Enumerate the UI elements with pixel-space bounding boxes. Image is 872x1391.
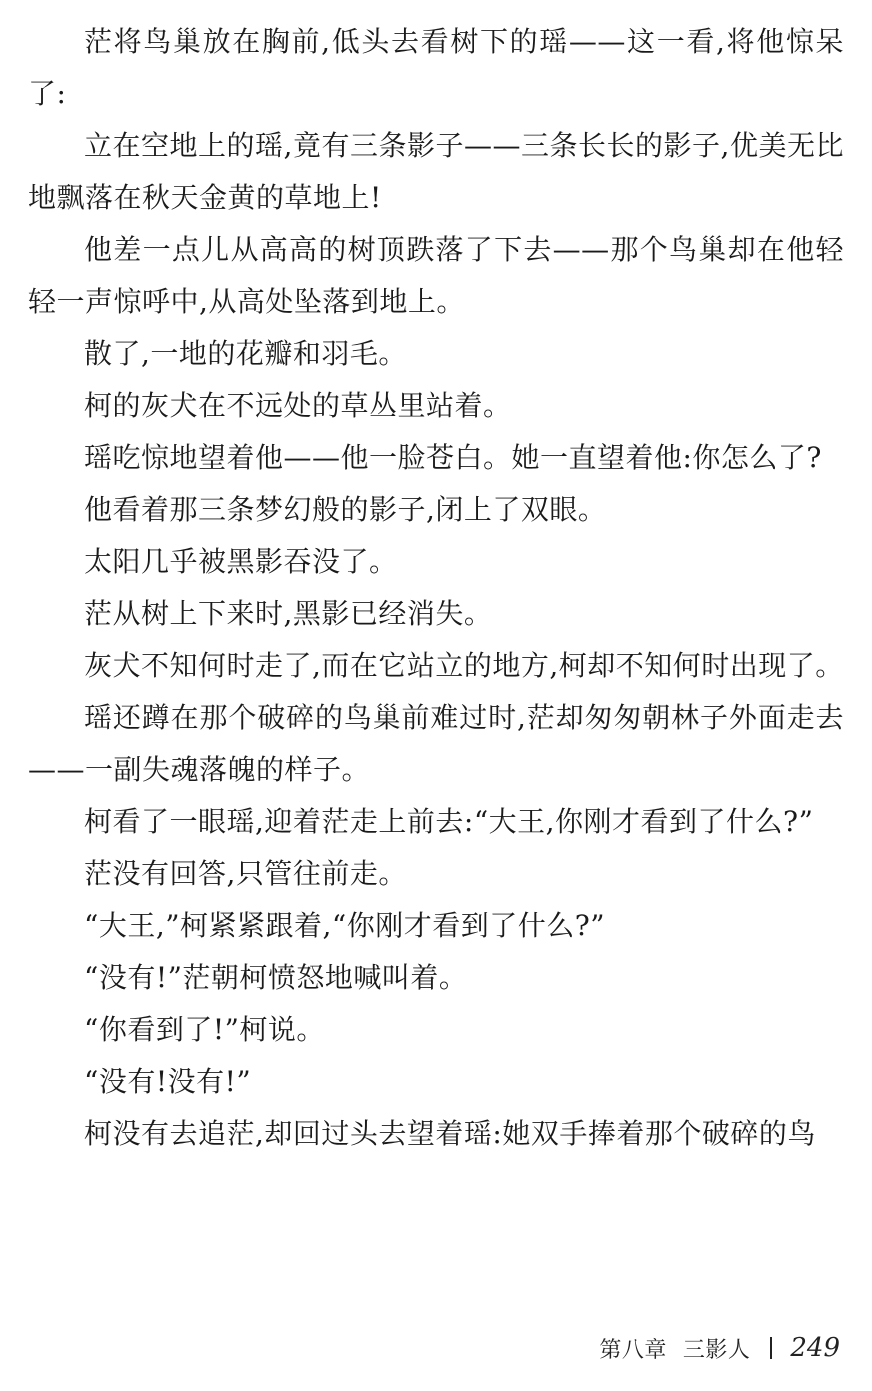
page-number: 249 bbox=[790, 1333, 840, 1363]
paragraph: “大王,”柯紧紧跟着,“你刚才看到了什么?” bbox=[84, 909, 606, 942]
paragraph: 灰犬不知何时走了,而在它站立的地方,柯却不知何时出现了。 bbox=[84, 649, 844, 682]
paragraph: 瑶吃惊地望着他——他一脸苍白。她一直望着他:你怎么了? bbox=[84, 441, 822, 474]
paragraph: 柯的灰犬在不远处的草丛里站着。 bbox=[84, 389, 512, 422]
paragraph: 他看着那三条梦幻般的影子,闭上了双眼。 bbox=[84, 493, 607, 526]
paragraph: 散了,一地的花瓣和羽毛。 bbox=[84, 337, 407, 370]
paragraph: 太阳几乎被黑影吞没了。 bbox=[84, 545, 398, 578]
running-footer bbox=[599, 1333, 750, 1364]
footer-divider bbox=[770, 1337, 772, 1359]
paragraph: 立在空地上的瑶,竟有三条影子——三条长长的影子,优美无比地飘落在秋天金黄的草地上! bbox=[28, 129, 844, 214]
chapter-title: 三影人 bbox=[682, 1337, 751, 1363]
chapter-label: 第八章 bbox=[599, 1337, 667, 1363]
paragraph: 柯看了一眼瑶,迎着茫走上前去:“大王,你刚才看到了什么?” bbox=[84, 805, 814, 838]
paragraph: “你看到了!”柯说。 bbox=[84, 1013, 325, 1046]
body-text bbox=[28, 16, 844, 1160]
paragraph: “没有!没有!” bbox=[84, 1065, 252, 1098]
paragraph: 茫将鸟巢放在胸前,低头去看树下的瑶——这一看,将他惊呆了: bbox=[28, 25, 844, 110]
paragraph: 茫没有回答,只管往前走。 bbox=[84, 857, 407, 890]
paragraph: 瑶还蹲在那个破碎的鸟巢前难过时,茫却匆匆朝林子外面走去——一副失魂落魄的样子。 bbox=[28, 701, 844, 786]
paragraph: 他差一点儿从高高的树顶跌落了下去——那个鸟巢却在他轻轻一声惊呼中,从高处坠落到地上。 bbox=[28, 233, 844, 318]
paragraph: 柯没有去追茫,却回过头去望着瑶:她双手捧着那个破碎的鸟 bbox=[84, 1117, 816, 1150]
paragraph: 茫从树上下来时,黑影已经消失。 bbox=[84, 597, 493, 630]
paragraph: “没有!”茫朝柯愤怒地喊叫着。 bbox=[84, 961, 468, 994]
page-footer bbox=[599, 1331, 840, 1365]
